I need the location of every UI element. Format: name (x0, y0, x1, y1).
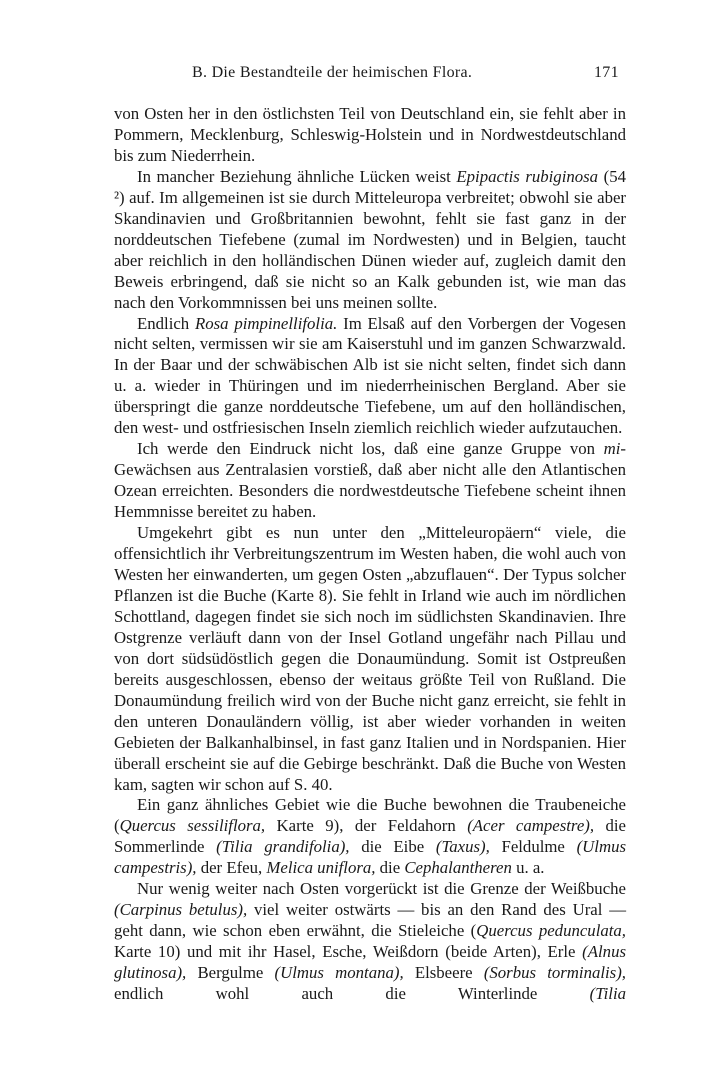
text-run: In mancher Beziehung ähnliche Lücken weist (137, 166, 457, 186)
text-run: Ein ganz ähnliches Gebiet wie die Buche bewohnen die Traubeneiche ( (114, 795, 626, 836)
paragraph (114, 167, 626, 314)
paragraph (114, 879, 626, 1005)
italic-text-run: Cephalantheren (404, 858, 512, 878)
paragraph (114, 104, 626, 167)
italic-text-run: (Sorbus torminalis), (483, 963, 626, 983)
body-text (114, 104, 626, 1005)
running-title: B. Die Bestandteile der heimischen Flora. (192, 64, 473, 81)
text-run: viel weiter ostwärts — bis an den Rand des Ural — geht dann, wie schon eben erwähnt, die Stieleiche ( (114, 900, 626, 941)
text-run: Bergulme (186, 963, 275, 983)
text-run: Elsbeere (403, 963, 484, 983)
italic-text-run: mi (603, 439, 621, 459)
italic-text-run: (Taxus), (435, 837, 490, 857)
text-run: der Efeu, (196, 858, 267, 878)
text-run: Karte 9), der Feldahorn (265, 816, 468, 836)
italic-text-run: (Ulmus campestris), (114, 837, 626, 878)
text-run: endlich wohl auch die Winterlinde (114, 984, 590, 1004)
italic-text-run: Quercus sessiliflora, (119, 816, 266, 836)
text-run: die (375, 858, 405, 878)
paragraph (114, 439, 626, 523)
text-run: Feldulme (489, 837, 577, 857)
italic-text-run: (Carpinus betulus), (114, 900, 248, 920)
page-number: 171 (594, 64, 619, 81)
italic-text-run: (Tilia (589, 984, 626, 1004)
italic-text-run: (Acer campestre), (467, 816, 595, 836)
text-run: die Sommerlinde (114, 816, 626, 857)
text-run: Endlich (137, 313, 195, 333)
paragraph (114, 314, 626, 440)
italic-text-run: (Alnus glutinosa), (114, 942, 626, 983)
text-run: Ich werde den Eindruck nicht los, daß eine ganze Gruppe von (137, 439, 604, 459)
paragraph (114, 795, 626, 879)
italic-text-run: Rosa pimpinellifolia. (194, 313, 338, 333)
text-run: Nur wenig weiter nach Osten vorgerückt ist die Grenze der Weißbuche (137, 879, 626, 899)
text-run: Umgekehrt gibt es nun unter den „Mitteleuropäern“ viele, die offensichtlich ihr Verbreitungszentrum im Westen haben, die wohl auch von Westen her einwanderten, um gegen Osten „abzuflauen“. Der Typus solcher Pflanzen ist die Buche (Karte 8). Sie fehlt in Irland wie auch im nördlichen Schottland, dagegen findet sie sich noch im südlichsten Skandinavien. Ihre Ostgrenze verläuft dann von der Insel Gotland ungefähr nach Pillau und von dort südsüdöstlich gegen die Donaumündung. Somit ist Ostpreußen bereits ausgeschlossen, ebenso der weitaus größte Teil von Rußland. Die Donaumündung freilich wird von der Buche nicht ganz erreicht, sie fehlt in den unteren Donauländern völlig, ist aber wieder vorhanden in weiten Gebieten der Balkanhalbinsel, in fast ganz Italien und in Nordspanien. Hier überall erscheint sie auf die Gebirge beschränkt. Daß die Buche von Westen kam, sagten wir schon auf S. 40. (114, 523, 626, 794)
text-run: u. a. (511, 858, 545, 878)
italic-text-run: (Ulmus montana), (274, 963, 404, 983)
text-run: die Eibe (349, 837, 436, 857)
text-run: (54 ²) auf. Im allgemeinen ist sie durch Mitteleuropa verbreitet; obwohl sie aber Skandinavien und Großbritannien bewohnt, fehlt sie fast ganz in der norddeutschen Tiefebene (zumal im Nordwesten) und in Belgien, taucht aber reichlich in den holländischen Dünen wieder auf, zugleich damit den Beweis erbringend, daß sie nicht so an Kalk gebunden ist, wie man das nach den Vorkommnissen bei uns meinen sollte. (114, 166, 626, 312)
italic-text-run: Melica uniflora, (266, 858, 376, 878)
italic-text-run: Quercus pedunculata, (476, 921, 626, 941)
text-run: von Osten her in den östlichsten Teil von Deutschland ein, sie fehlt aber in Pommern, Mecklenburg, Schleswig-Holstein und in Nordwestdeutschland bis zum Niederrhein. (114, 104, 626, 165)
paragraph (114, 523, 626, 795)
italic-text-run: (Tilia grandifolia), (216, 837, 350, 857)
text-run: Im Elsaß auf den Vorbergen der Vogesen nicht selten, vermissen wir sie am Kaiserstuhl und im ganzen Schwarzwald. In der Baar und der schwäbischen Alb ist sie nicht selten, findet sich dann u. a. wieder in Thüringen und im niederrheinischen Bergland. Aber sie überspringt die ganze norddeutsche Tiefebene, um auf den holländischen, den west- und ostfriesischen Inseln ziemlich reichlich wieder aufzutauchen. (114, 313, 626, 438)
italic-text-run: Epipactis rubiginosa (456, 166, 599, 186)
text-run: -Gewächsen aus Zentralasien vorstieß, daß aber nicht alle den Atlantischen Ozean erreichten. Besonders die nordwestdeutsche Tiefebene scheint ihnen Hemmnisse bereitet zu haben. (114, 439, 626, 522)
text-run: Karte 10) und mit ihr Hasel, Esche, Weißdorn (beide Arten), Erle (114, 942, 583, 962)
